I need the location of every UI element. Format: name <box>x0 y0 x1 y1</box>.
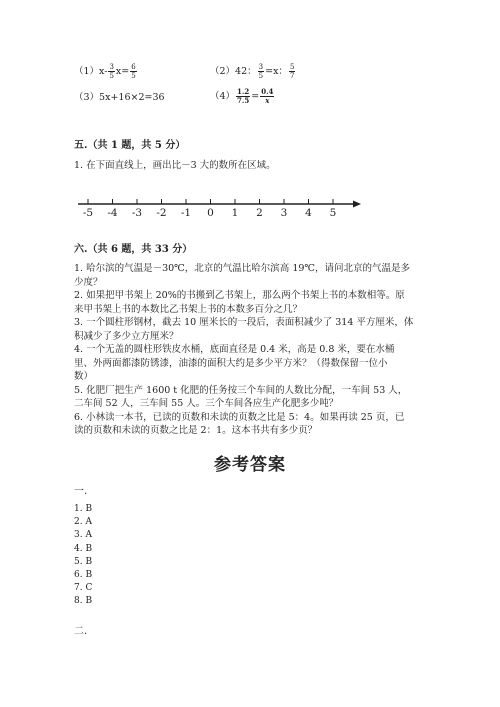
section-6-heading: 六.（共 6 题，共 33 分） <box>74 244 193 255</box>
question-line: 6. 小林读一本书，已读的页数和未读的页数之比是 5：4。如果再读 25 页，已 <box>74 411 405 423</box>
answer-item: 4. B <box>74 543 93 554</box>
number-line-label: 5 <box>329 207 337 219</box>
number-line-label: -1 <box>180 207 192 219</box>
equation-4-mid: = <box>251 91 260 102</box>
answers-list <box>74 503 92 609</box>
fraction: $\frac{3}{5}$ <box>109 63 114 80</box>
fraction: $\frac{6}{5}$ <box>131 63 136 80</box>
answer-item: 8. B <box>74 596 93 607</box>
answer-item: 1. B <box>74 504 93 514</box>
question-line: 来甲书架上书的本数比乙书架上书的本数多百分之几？ <box>74 303 303 315</box>
answer-item: 7. C <box>74 583 93 594</box>
question-line: 读的页数和未读的页数之比是 2：1。这本书共有多少页？ <box>74 425 318 436</box>
question-line: 3. 一个圆柱形钢材，截去 10 厘米长的一段后，表面积减少了 314 平方厘米，体 <box>74 317 414 328</box>
arrow-right-icon <box>353 201 361 208</box>
answer-item: 3. A <box>74 530 92 541</box>
number-line-label: 0 <box>207 207 214 219</box>
question-line: 5. 化肥厂把生产 1600 t 化肥的任务按三个车间的人数比分配，一车间 53 人， <box>74 384 408 396</box>
answer-item: 6. B <box>74 570 93 581</box>
question-line: 积减少了多少立方厘米？ <box>74 330 179 342</box>
number-line-label: 3 <box>280 207 288 219</box>
question-line: 1. 哈尔滨的气温是－30℃，北京的气温比哈尔滨高 19℃，请问北京的气温是多 <box>74 263 411 274</box>
equation-1-prefix: （1）x- <box>74 66 108 77</box>
answers-part-1-heading: 一. <box>74 486 88 497</box>
section-5-heading: 五.（共 1 题，共 5 分） <box>74 140 186 151</box>
equation-1 <box>74 63 138 80</box>
number-line-label: -3 <box>131 207 143 219</box>
equation-4-prefix: （4） <box>210 91 236 102</box>
equation-1-mid: x= <box>115 66 130 77</box>
equation-2 <box>210 63 296 80</box>
number-line-label: -4 <box>107 207 118 219</box>
number-line-label: 4 <box>305 207 312 219</box>
fraction: $\frac{0.4}{x}$ <box>261 87 274 105</box>
question-line: 少度？ <box>74 276 103 288</box>
equation-2-mid: =x： <box>265 66 288 77</box>
equation-3: （3）5x+16×2=36 <box>74 92 165 103</box>
number-line-label: 2 <box>256 207 263 219</box>
answer-item: 2. A <box>74 517 92 528</box>
section-5-question-1: 1. 在下面直线上，画出比－3 大的数所在区域。 <box>74 160 276 171</box>
question-line: 2. 如果把甲书架上 20%的书搬到乙书架上，那么两个书架上书的本数相等。原 <box>74 290 405 301</box>
number-line <box>70 190 370 220</box>
fraction: $\frac{1.2}{7.5}$ <box>237 87 250 105</box>
section-6-questions <box>74 262 413 438</box>
question-line: 里、外两面都漆防锈漆，油漆的面积大约是多少平方米？（得数保留一位小 <box>74 357 388 369</box>
number-line-label: -2 <box>156 207 167 219</box>
question-line: 二车间 52 人，三车间 55 人。三个车间各应生产化肥多少吨？ <box>74 398 339 409</box>
equation-4 <box>210 88 275 105</box>
question-line: 4. 一个无盖的圆柱形铁皮水桶，底面直径是 0.4 米，高是 0.8 米，要在水桶 <box>74 344 395 355</box>
equation-2-prefix: （2）42： <box>210 66 257 77</box>
fraction: $\frac{3}{5}$ <box>258 63 264 80</box>
fraction: $\frac{5}{7}$ <box>289 63 295 80</box>
answers-title: 参考答案 <box>214 455 286 475</box>
answers-part-2-heading: 二. <box>74 626 88 637</box>
number-line-label: -5 <box>82 207 94 219</box>
number-line-label: 1 <box>231 207 239 219</box>
question-line: 数） <box>74 371 94 382</box>
answer-item: 5. B <box>74 556 93 567</box>
number-line-labels <box>83 207 336 219</box>
